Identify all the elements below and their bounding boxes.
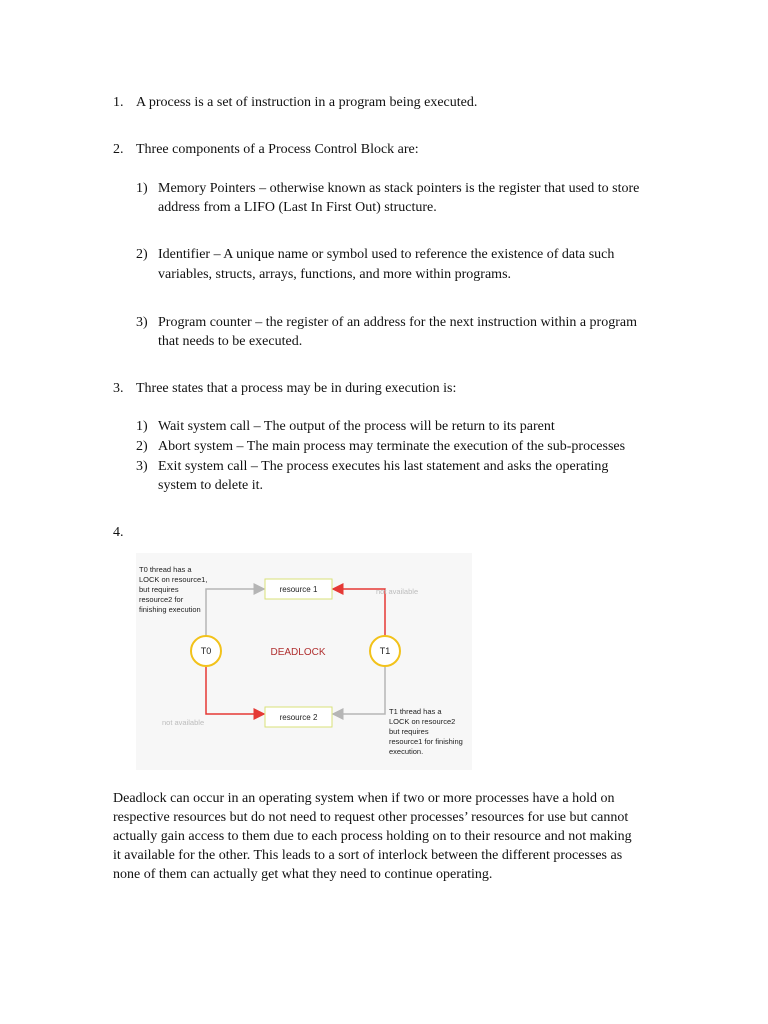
sub-item-number: 3) [136, 315, 148, 330]
paragraph-line: respective resources but do not need to request other processes’ resources for use but cannot [113, 810, 629, 825]
paragraph-line: it available for the other. This leads to a sort of interlock between the different processes as [113, 848, 623, 863]
item-text: Three states that a process may be in during execution is: [136, 381, 457, 396]
sub-item-number: 1) [136, 181, 148, 196]
t1-label: T1 [379, 646, 391, 656]
item-number: 2. [113, 142, 124, 157]
sub-item-text: variables, structs, arrays, functions, and more within programs. [158, 267, 512, 282]
deadlock-label: DEADLOCK [270, 647, 326, 658]
paragraph-line: actually gain access to them due to each process holding on to their resource and not making [113, 829, 632, 844]
sub-item-text: Exit system call – The process executes his last statement and asks the operating [158, 459, 609, 474]
item-number: 1. [113, 95, 124, 110]
item-number: 3. [113, 381, 124, 396]
sub-item-text: that needs to be executed. [158, 334, 303, 349]
sub-item-number: 2) [136, 439, 148, 454]
paragraph-line: Deadlock can occur in an operating system when if two or more processes have a hold on [113, 791, 615, 806]
deadlock-diagram [136, 553, 472, 770]
sub-item-number: 1) [136, 419, 148, 434]
sub-item-text: address from a LIFO (Last In First Out) structure. [158, 200, 437, 215]
resource2-label: resource 2 [279, 713, 318, 722]
sub-item-text: system to delete it. [158, 478, 263, 493]
t1-to-resource1-arrow [333, 589, 385, 636]
sub-item-text: Program counter – the register of an address for the next instruction within a program [158, 315, 637, 330]
not-available-top: not available [376, 587, 419, 596]
sub-item-text: Memory Pointers – otherwise known as stack pointers is the register that used to store [158, 181, 640, 196]
sub-item-number: 3) [136, 459, 148, 474]
t0-to-resource2-arrow [206, 667, 264, 714]
item-text: Three components of a Process Control Block are: [136, 142, 419, 157]
t1-to-resource2-arrow [333, 667, 385, 714]
t0-note: T0 thread has a LOCK on resource1, but requires resource2 for finishing execution [139, 565, 208, 614]
t0-label: T0 [200, 646, 212, 656]
sub-item-text: Wait system call – The output of the process will be return to its parent [158, 419, 555, 434]
sub-item-text: Abort system – The main process may terminate the execution of the sub-processes [158, 439, 626, 454]
sub-item-text: Identifier – A unique name or symbol used to reference the existence of data such [158, 247, 615, 262]
t1-note: T1 thread has a LOCK on resource2 but requires resource1 for finishing execution. [389, 707, 463, 756]
sub-item-number: 2) [136, 247, 148, 262]
item-text: A process is a set of instruction in a program being executed. [136, 95, 478, 110]
not-available-bottom: not available [162, 718, 205, 727]
item-number: 4. [113, 525, 124, 540]
paragraph-line: none of them can actually get what they need to continue operating. [113, 867, 493, 882]
resource1-label: resource 1 [279, 585, 318, 594]
t0-to-resource1-arrow [206, 589, 264, 636]
